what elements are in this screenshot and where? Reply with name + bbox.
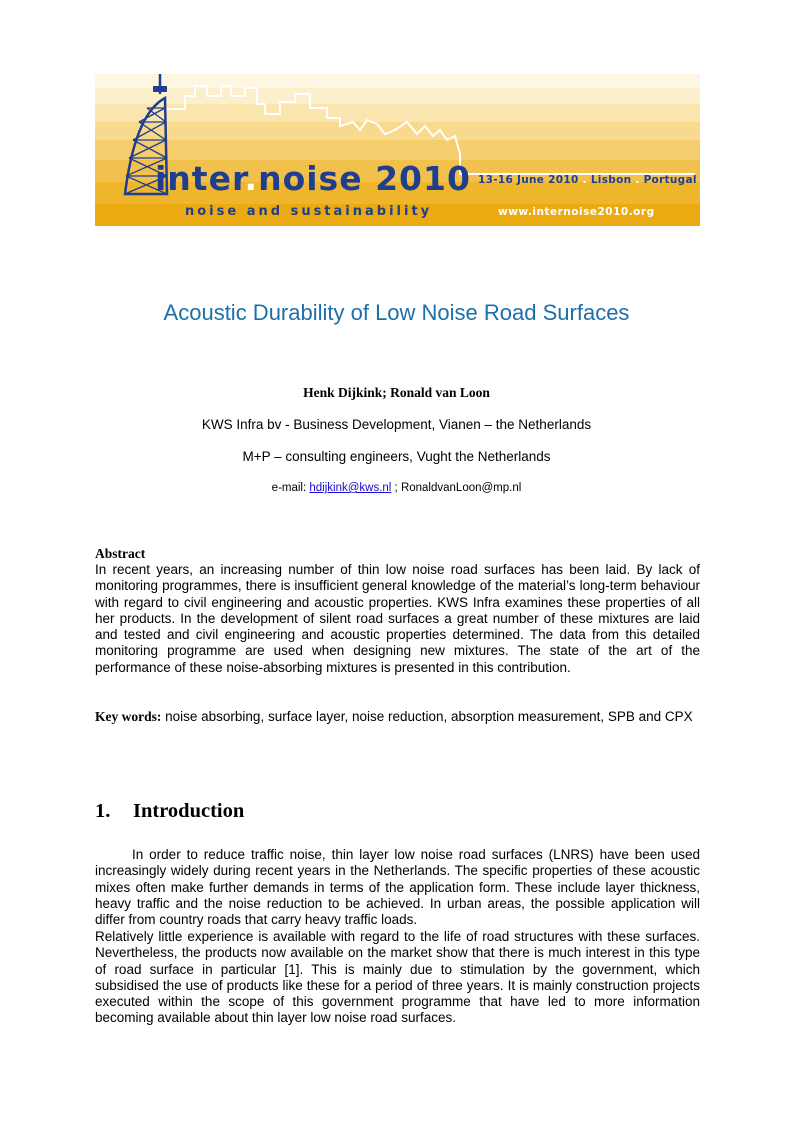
email-link[interactable]: hdijkink@kws.nl — [309, 482, 392, 494]
paper-authors: Henk Dijkink; Ronald van Loon — [303, 385, 490, 400]
conference-website: www.internoise2010.org — [498, 206, 655, 218]
keywords-list: noise absorbing, surface layer, noise reduction, absorption measurement, SPB and CPX — [161, 709, 693, 724]
keywords — [95, 709, 700, 725]
conference-logo: inter.noise 2010 — [155, 159, 471, 198]
affiliation-1: KWS Infra bv - Business Development, Vianen – the Netherlands — [201, 417, 592, 432]
intro-paragraph-2: Relatively little experience is available with regard to the life of road structures with these surfaces. Nevertheless, the products now available on the market show that there is much interest in this type of road surface in particular [1]. This is mainly due to stimulation by the government, which subsidised the use of products like these for a period of three years. It is mainly construction projects executed within the scope of this government programme that have led to more information becoming available about thin layer low noise road surfaces. — [95, 929, 700, 1026]
conference-tagline: noise and sustainability — [185, 204, 433, 219]
section-heading-introduction: 1. Introduction — [95, 800, 245, 822]
paper-title: Acoustic Durability of Low Noise Road Surfaces — [163, 300, 630, 325]
abstract-heading: Abstract — [95, 546, 146, 561]
abstract-body: In recent years, an increasing number of thin low noise road surfaces has been laid. By lack of monitoring programmes, there is insufficient general knowledge of the material’s long-term behaviour with regard to civil engineering and acoustic properties. KWS Infra examines these properties of all her products. In the development of silent road surfaces a great number of these mixtures are laid and tested and civil engineering and acoustic properties determined. The data from this detailed monitoring programme are used when designing new mixtures. The state of the art of the performance of these noise-absorbing mixtures is presented in this contribution. — [95, 562, 700, 675]
affiliation-2: M+P – consulting engineers, Vught the Netherlands — [242, 449, 551, 464]
conference-banner — [95, 74, 700, 226]
contact-email: e-mail: hdijkink@kws.nl ; RonaldvanLoon@mp.nl — [271, 482, 522, 494]
intro-paragraph-1: In order to reduce traffic noise, thin layer low noise road surfaces (LNRS) have been used increasingly widely during recent years in the Netherlands. The specific properties of these acoustic mixes often make further demands in terms of the application form. These include layer thickness, heavy traffic and the noise reduction to be achieved. In urban areas, the possible application will differ from country roads that carry heavy traffic loads. — [95, 847, 700, 928]
keywords-label: Key words: — [95, 709, 162, 724]
event-info: 13-16 June 2010 . Lisbon . Portugal — [478, 174, 697, 186]
